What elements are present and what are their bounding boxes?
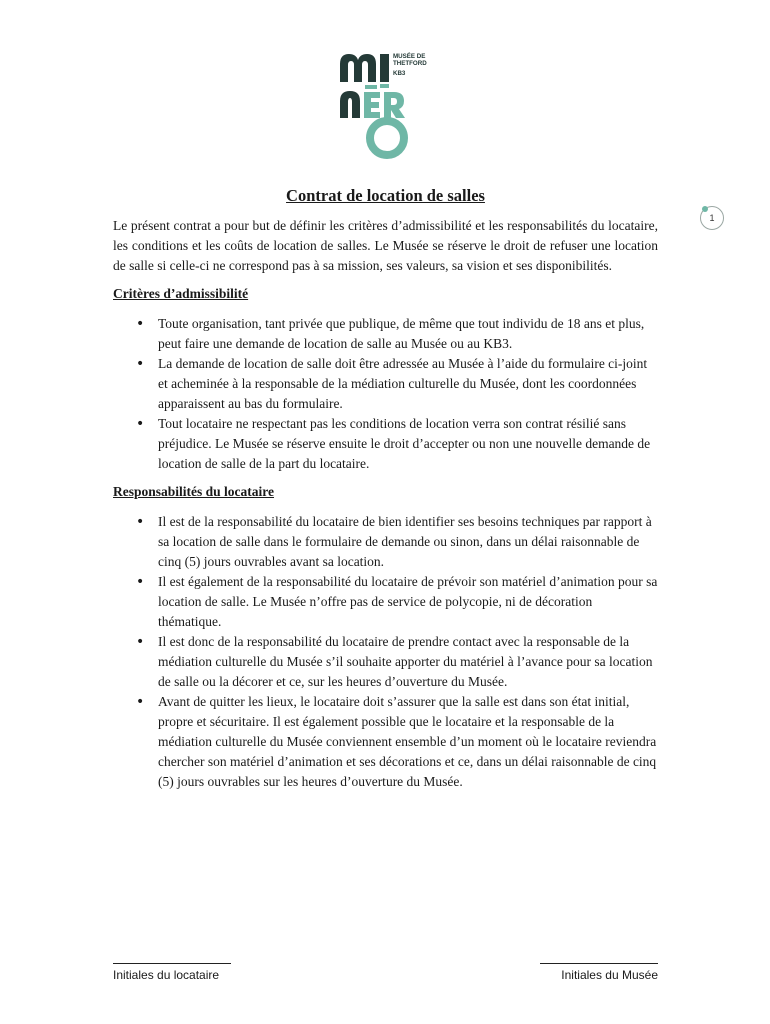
page-number-badge xyxy=(700,206,724,230)
logo-letter-i xyxy=(380,54,389,82)
signature-footer xyxy=(113,958,658,988)
logo-letter-n xyxy=(340,91,360,118)
logo-letter-o xyxy=(370,121,404,155)
logo-letter-e xyxy=(364,92,380,118)
document-body xyxy=(113,216,658,800)
museum-logo xyxy=(334,48,438,163)
list-item: • La demande de location de salle doit être adressée au Musée à l’aide du formulaire ci-joint et acheminée à la responsable de la médiation culturelle du Musée, dont les coordonnées apparaissent au bas du formulaire. xyxy=(113,354,658,414)
logo-text-line3: KB3 xyxy=(393,70,406,77)
list-item: • Il est de la responsabilité du locataire de bien identifier ses besoins techniques par rapport à sa location de salle dans le formulaire de demande ou sinon, dans un délai raisonnable de cinq (5) jours ouvrables avant sa location. xyxy=(113,512,658,572)
document-title: Contrat de location de salles xyxy=(286,186,485,205)
tenant-initials-label: Initiales du locataire xyxy=(113,968,220,982)
logo-text-line1: MUSÉE DE xyxy=(393,53,426,60)
logo-letter-m xyxy=(340,54,376,82)
signature-line xyxy=(540,963,658,964)
signature-line xyxy=(113,963,231,964)
list-item: • Il est donc de la responsabilité du locataire de prendre contact avec la responsable de la médiation culturelle du Musée s’il souhaite apporter du matériel à l’avance pour sa location de salle ou la décorer et ce, sur les heures d’ouverture du Musée. xyxy=(113,632,658,692)
list-item: • Tout locataire ne respectant pas les conditions de location verra son contrat résilié sans préjudice. Le Musée se réserve ensuite le droit d’accepter ou non une nouvelle demande de location de salle de la part du locataire. xyxy=(113,414,658,474)
museum-initials-label: Initiales du Musée xyxy=(561,968,658,982)
page-number: 1 xyxy=(709,213,715,223)
section-responsibilities xyxy=(113,482,658,792)
section-heading: Critères d’admissibilité xyxy=(113,286,249,301)
logo-text-line2: THETFORD xyxy=(393,60,427,67)
list-item: • Avant de quitter les lieux, le locataire doit s’assurer que la salle est dans son état initial, propre et sécuritaire. Il est également possible que le locataire et la responsable de la médiation culturelle du Musée conviennent ensemble d’un moment où le locataire reviendra chercher son matériel d’animation et ses décorations et ce, dans un délai raisonnable de cinq (5) jours ouvrables sur les heures d’ouverture du Musée. xyxy=(113,692,658,792)
section-heading: Responsabilités du locataire xyxy=(113,484,275,499)
tenant-initials-field[interactable] xyxy=(113,958,231,982)
museum-initials-field[interactable] xyxy=(540,958,658,982)
logo-letter-r xyxy=(384,92,405,118)
section-criteria xyxy=(113,284,658,474)
badge-dot-icon xyxy=(702,206,708,212)
bullet-list xyxy=(113,512,658,792)
list-item: • Toute organisation, tant privée que publique, de même que tout individu de 18 ans et plus, peut faire une demande de location de salle au Musée ou au KB3. xyxy=(113,314,658,354)
list-item: • Il est également de la responsabilité du locataire de prévoir son matériel d’animation pour sa location de salle. Le Musée n’offre pas de service de polycopie, ni de décoration thématique. xyxy=(113,572,658,632)
bullet-list xyxy=(113,314,658,474)
intro-paragraph: Le présent contrat a pour but de définir les critères d’admissibilité et les responsabilités du locataire, les conditions et les coûts de location de salles. Le Musée se réserve le droit de refuser une location de salle si celle-ci ne correspond pas à sa mission, ses valeurs, sa vision et ses disponibilités. xyxy=(113,218,658,273)
